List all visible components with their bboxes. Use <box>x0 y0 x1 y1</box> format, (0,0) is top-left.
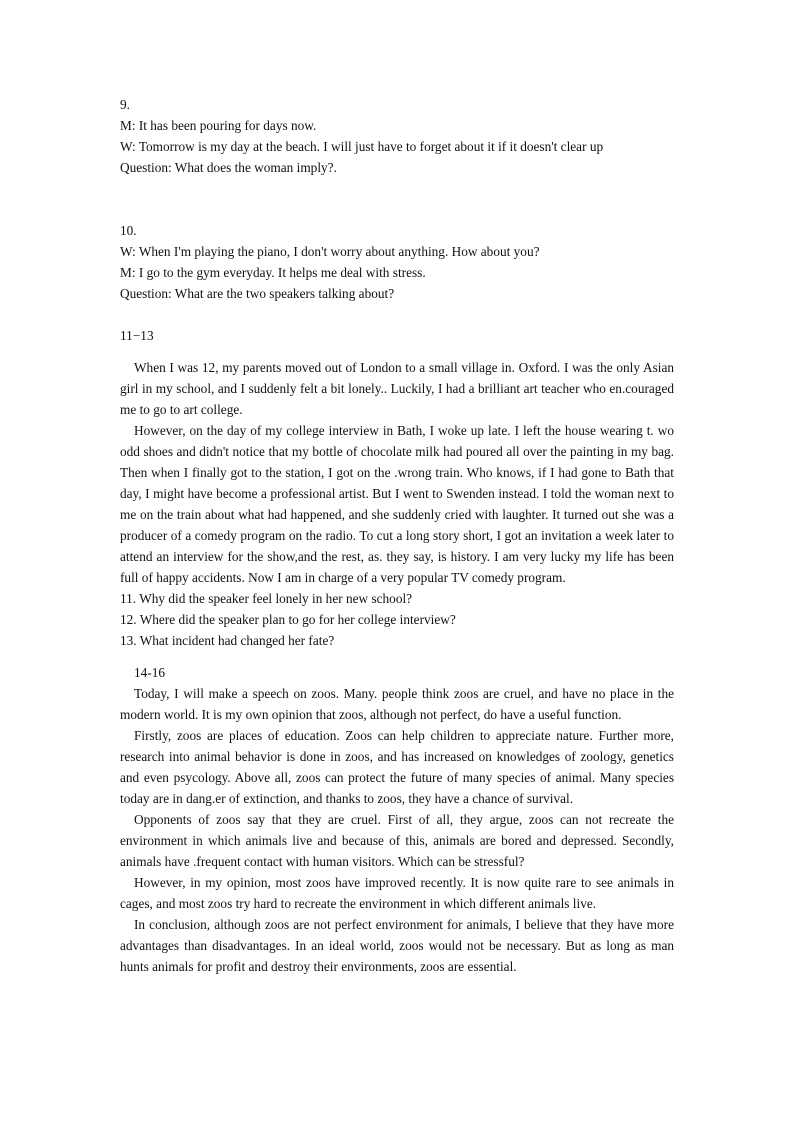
item-number-10: 10. <box>120 223 137 238</box>
passage-paragraph: Firstly, zoos are places of education. Zoos can help children to appreciate nature. Further more, research into animal behavior is done in zoos, and has increased on knowledges of zoology, genetics and even psycology. Above all, zoos can protect the future of many species of animal. Many species today are in dang.er of extinction, and thanks to zoos, they have a chance of survival. <box>120 728 674 806</box>
passage-paragraph: Today, I will make a speech on zoos. Many. people think zoos are cruel, and have no place in the modern world. It is my own opinion that zoos, although not perfect, do have a useful function. <box>120 686 674 722</box>
passage-paragraph: Opponents of zoos say that they are cruel. First of all, they argue, zoos can not recreate the environment in which animals live and because of this, animals are bored and depressed. Secondly, animals have .frequent contact with human visitors. Which can be stressful? <box>120 812 674 869</box>
item-number-14-16: 14-16 <box>134 665 166 680</box>
dialogue-line: M: I go to the gym everyday. It helps me deal with stress. <box>120 265 426 280</box>
question-line: 12. Where did the speaker plan to go for her college interview? <box>120 612 456 627</box>
question-line: 13. What incident had changed her fate? <box>120 633 335 648</box>
question-line: Question: What are the two speakers talking about? <box>120 286 395 301</box>
dialogue-line: W: Tomorrow is my day at the beach. I will just have to forget about it if it doesn't clear up <box>120 139 604 154</box>
section-9 <box>120 94 674 178</box>
passage-paragraph: However, on the day of my college interview in Bath, I woke up late. I left the house wearing t. wo odd shoes and didn't notice that my bottle of chocolate milk had poured all over the painting in my bag. Then when I finally got to the station, I got on the .wrong train. Who knows, if I had gone to Bath that day, I might have become a professional artist. But I went to Swenden instead. I told the woman next to me on the train about what had happened, and she suddenly cried with laughter. It turned out she was a producer of a comedy program on the radio. To cut a long story short, I got an invitation a week later to attend an interview for the show,and the rest, as. they say, is history. I am very lucky my life has been full of happy accidents. Now I am in charge of a very popular TV comedy program. <box>120 423 674 585</box>
section-14-16 <box>120 662 674 977</box>
passage-paragraph: In conclusion, although zoos are not perfect environment for animals, I believe that they have more advantages than disadvantages. In an ideal world, zoos would not be necessary. But as long as man hunts animals for profit and destroy their environments, zoos are essential. <box>120 917 674 974</box>
section-11-13 <box>120 325 674 651</box>
document-page <box>120 94 674 977</box>
item-number-9: 9. <box>120 97 130 112</box>
question-line: 11. Why did the speaker feel lonely in her new school? <box>120 591 413 606</box>
passage-paragraph: However, in my opinion, most zoos have improved recently. It is now quite rare to see animals in cages, and most zoos try hard to recreate the environment in which different animals live. <box>120 875 674 911</box>
section-10 <box>120 220 674 304</box>
question-line: Question: What does the woman imply?. <box>120 160 337 175</box>
passage-paragraph: When I was 12, my parents moved out of London to a small village in. Oxford. I was the only Asian girl in my school, and I suddenly felt a bit lonely.. Luckily, I had a brilliant art teacher who en.couraged me to go to art college. <box>120 360 674 417</box>
dialogue-line: W: When I'm playing the piano, I don't worry about anything. How about you? <box>120 244 540 259</box>
item-number-11-13: 11−13 <box>120 328 154 343</box>
dialogue-line: M: It has been pouring for days now. <box>120 118 317 133</box>
